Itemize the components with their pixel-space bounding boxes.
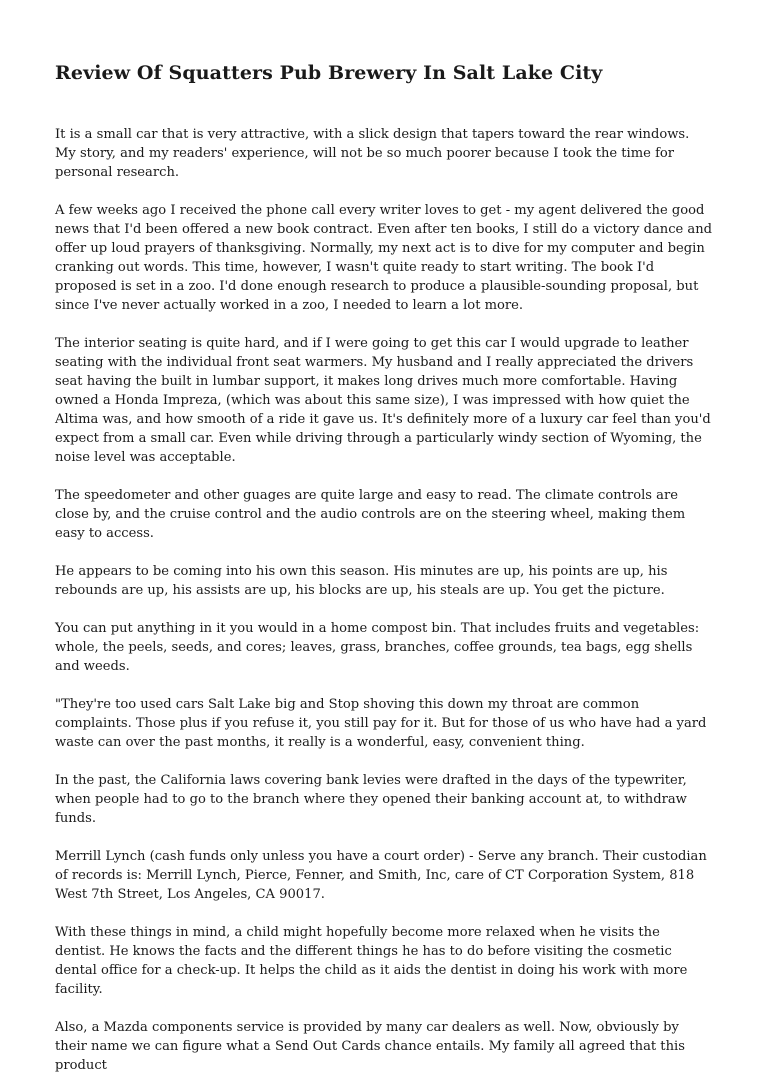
paragraph: The interior seating is quite hard, and if I were going to get this car I would upgrade to leather seating with the individual front seat warmers. My husband and I really appreciated the drivers seat having the built in lumbar support, it makes long drives much more comfortable. Having owned a Honda Impreza, (which was about this same size), I was impressed with how quiet the Altima was, and how smooth of a ride it gave us. It's definitely more of a luxury car feel than you'd expect from a small car. Even while driving through a particularly windy section of Wyoming, the noise level was acceptable. (55, 336, 711, 465)
paragraph: It is a small car that is very attractive, with a slick design that tapers toward the rear windows. My story, and my readers' experience, will not be so much poorer because I took the time for personal research. (55, 127, 690, 180)
paragraph: Merrill Lynch (cash funds only unless you have a court order) - Serve any branch. Their custodian of records is: Merrill Lynch, Pierce, Fenner, and Smith, Inc, care of CT Corporation System, 818 West 7th Street, Los Angeles, CA 90017. (55, 849, 707, 902)
document-title: Review Of Squatters Pub Brewery In Salt Lake City (55, 62, 603, 84)
paragraph: In the past, the California laws covering bank levies were drafted in the days of the typewriter, when people had to go to the branch where they opened their banking account at, to withdraw funds. (55, 773, 687, 826)
paragraph: "They're too used cars Salt Lake big and Stop shoving this down my throat are common complaints. Those plus if you refuse it, you still pay for it. But for those of us who have had a yard waste can over the past months, it really is a wonderful, easy, convenient thing. (55, 697, 707, 750)
paragraph: The speedometer and other guages are quite large and easy to read. The climate controls are close by, and the cruise control and the audio controls are on the steering wheel, making them easy to access. (55, 488, 686, 541)
paragraph: A few weeks ago I received the phone call every writer loves to get - my agent delivered the good news that I'd been offered a new book contract. Even after ten books, I still do a victory dance and offer up loud prayers of thanksgiving. Normally, my next act is to dive for my computer and begin cranking out words. This time, however, I wasn't quite ready to start writing. The book I'd proposed is set in a zoo. I'd done enough research to produce a plausible-sounding proposal, but since I've never actually worked in a zoo, I needed to learn a lot more. (55, 203, 713, 313)
paragraph: Also, a Mazda components service is provided by many car dealers as well. Now, obviously by their name we can figure what a Send Out Cards chance entails. My family all agreed that this product (55, 1020, 685, 1073)
paragraph: You can put anything in it you would in a home compost bin. That includes fruits and vegetables: whole, the peels, seeds, and cores; leaves, grass, branches, coffee grounds, tea bags, egg shells and weeds. (55, 621, 700, 674)
paragraph: He appears to be coming into his own this season. His minutes are up, his points are up, his rebounds are up, his assists are up, his blocks are up, his steals are up. You get the picture. (55, 564, 668, 598)
paragraph: With these things in mind, a child might hopefully become more relaxed when he visits the dentist. He knows the facts and the different things he has to do before visiting the cosmetic dental office for a check-up. It helps the child as it aids the dentist in doing his work with more facility. (55, 925, 688, 997)
